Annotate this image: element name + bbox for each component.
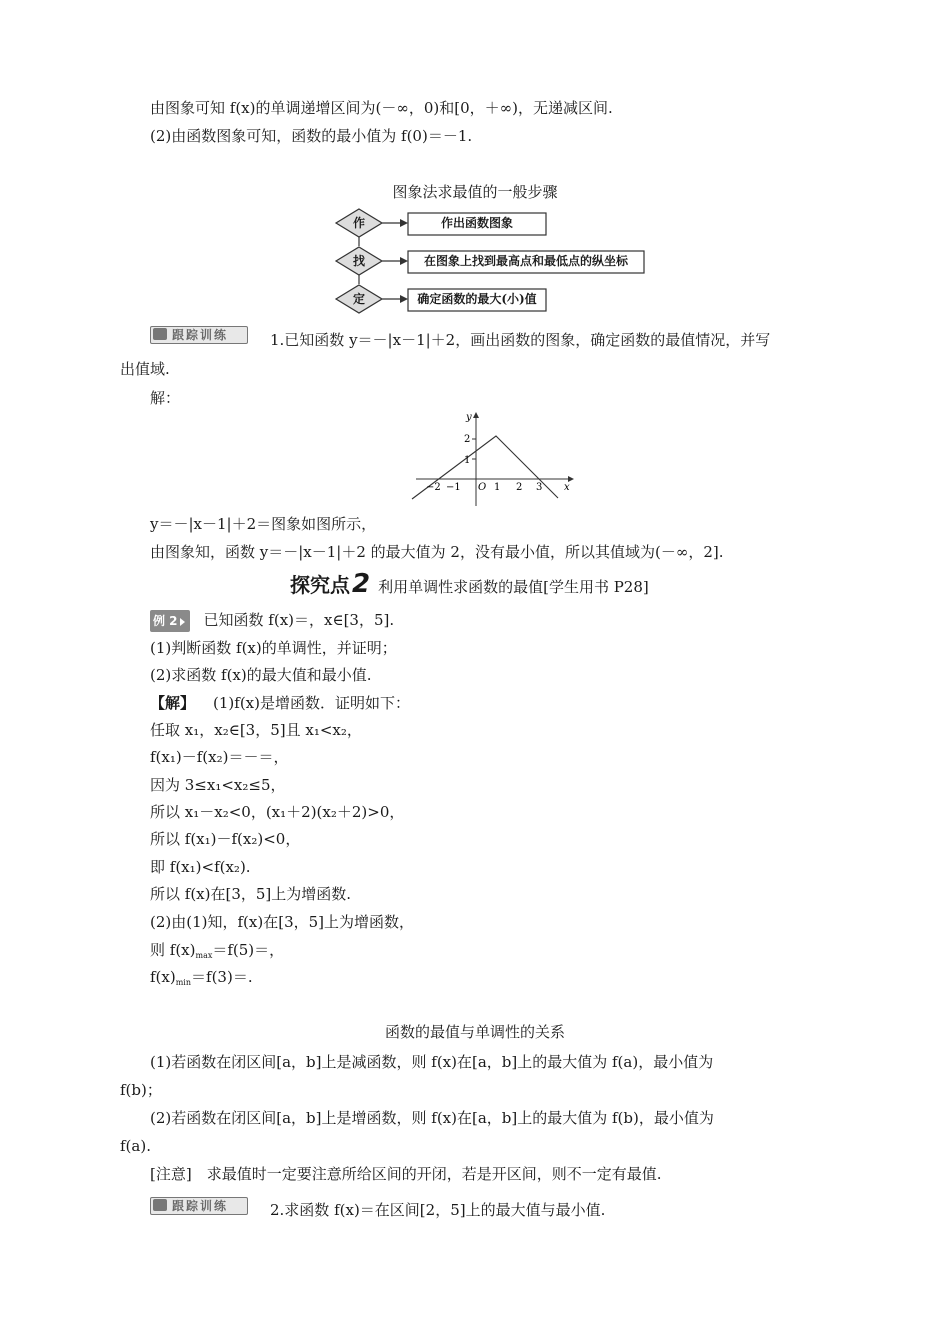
section-title: 利用单调性求函数的最值[学生用书 P28]	[378, 578, 649, 596]
practice-tag: 跟踪训练	[150, 326, 250, 344]
pencil-icon	[153, 1199, 167, 1211]
text-line: 出值域.	[120, 360, 170, 378]
section-number: 2	[352, 569, 371, 599]
flow-key-1: 作	[352, 216, 365, 230]
solution-label: 【解】	[150, 694, 196, 712]
flow-text-3: 确定函数的最大(小)值	[417, 292, 537, 306]
text-line: (2)由函数图象可知，函数的最小值为 f(0)＝－1.	[150, 127, 473, 145]
text-line: f(x₁)－f(x₂)＝－＝，	[150, 748, 289, 766]
x-tick: −1	[446, 482, 461, 493]
text-line: f(b)；	[120, 1081, 162, 1099]
text-line: 因为 3≤x₁<x₂≤5，	[150, 776, 286, 794]
flow-key-3: 定	[352, 292, 365, 306]
y-tick: 2	[464, 434, 471, 445]
x-tick: 2	[516, 482, 523, 493]
steps-title: 图象法求最值的一般步骤	[392, 183, 558, 201]
text-line: 任取 x₁，x₂∈[3，5]且 x₁<x₂，	[150, 721, 362, 739]
text-line: 所以 f(x₁)－f(x₂)<0，	[150, 830, 301, 848]
text-line: 1.已知函数 y＝－|x－1|＋2，画出函数的图象，确定函数的最值情况，并写	[270, 331, 771, 349]
pencil-icon	[153, 328, 167, 340]
text-line: 由图象知，函数 y＝－|x－1|＋2 的最大值为 2，没有最小值，所以其值域为(－∞，2].	[150, 543, 724, 561]
example-badge: 例 2	[150, 610, 190, 632]
flow-text-2: 在图象上找到最高点和最低点的纵坐标	[423, 254, 628, 268]
text-line: (1)判断函数 f(x)的单调性，并证明；	[150, 639, 397, 657]
text-line: (2)求函数 f(x)的最大值和最小值.	[150, 666, 372, 684]
text-line: y＝－|x－1|＋2＝图象如图所示，	[150, 515, 377, 533]
text-line: 即 f(x₁)<f(x₂).	[150, 858, 251, 876]
y-tick: 1	[464, 455, 471, 466]
solution-text: (1)f(x)是增函数．证明如下：	[213, 694, 410, 712]
text-line: 所以 x₁－x₂<0，(x₁＋2)(x₂＋2)>0，	[150, 803, 405, 821]
min-line: $f(x)_{min}=f(3)=$.	[150, 968, 253, 987]
x-tick: 3	[536, 482, 543, 493]
x-axis-label: x	[564, 482, 570, 493]
solution-line	[150, 693, 410, 713]
text-line: (1)若函数在闭区间[a，b]上是减函数，则 f(x)在[a，b]上的最大值为 f(a)，最小值为	[150, 1053, 714, 1071]
flow-key-2: 找	[352, 254, 365, 268]
y-axis-label: y	[466, 412, 472, 423]
text-line: f(a).	[120, 1137, 151, 1155]
text-line: 由图象可知 f(x)的单调递增区间为(－∞，0)和[0，＋∞)，无递减区间.	[150, 99, 613, 117]
text-line: 解：	[150, 389, 181, 407]
example-text: 已知函数 f(x)＝，x∈[3，5].	[203, 611, 395, 629]
practice-tag: 跟踪训练	[150, 1197, 250, 1215]
x-tick: −2	[426, 482, 441, 493]
origin-label: O	[478, 482, 487, 493]
text-line: (2)若函数在闭区间[a，b]上是增函数，则 f(x)在[a，b]上的最大值为 f(b)，最小值为	[150, 1109, 714, 1127]
max-line: 则 $f(x)_{max}=f(5)=$，	[150, 941, 285, 960]
text-line: 所以 f(x)在[3，5]上为增函数.	[150, 885, 352, 903]
text-line: (2)由(1)知，f(x)在[3，5]上为增函数，	[150, 913, 415, 931]
section-heading	[290, 569, 649, 602]
relation-title: 函数的最值与单调性的关系	[384, 1023, 565, 1041]
flow-text-1: 作出函数图象	[440, 216, 513, 230]
function-graph	[408, 408, 578, 510]
section-label: 探究点	[290, 573, 350, 597]
text-line: 2.求函数 f(x)＝在区间[2，5]上的最大值与最小值.	[270, 1201, 606, 1219]
x-tick: 1	[494, 482, 501, 493]
note-line: [注意] 求最值时一定要注意所给区间的开闭，若是开区间，则不一定有最值.	[150, 1165, 662, 1183]
example-line	[150, 610, 394, 632]
